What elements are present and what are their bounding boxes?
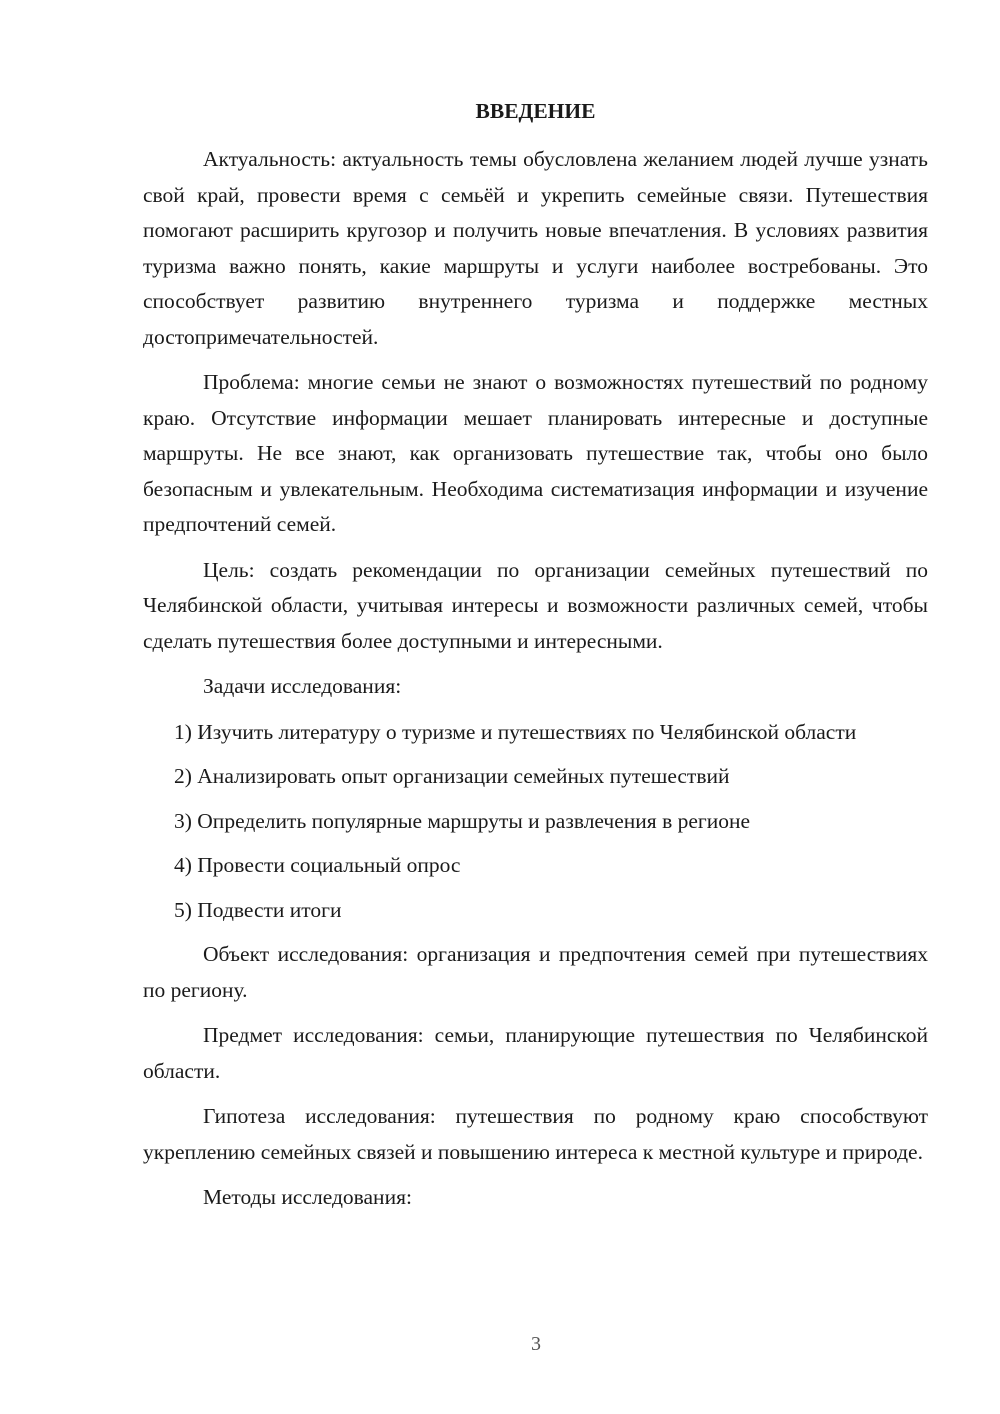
list-item: 2) Анализировать опыт организации семейных путешествий (174, 764, 730, 788)
list-item: 3) Определить популярные маршруты и развлечения в регионе (174, 808, 751, 833)
paragraph-hypothesis: Гипотеза исследования: путешествия по родному краю способствуют укреплению семейных связей и повышению интереса к местной культуре и природе. (143, 1104, 928, 1164)
page-number: 3 (531, 1333, 541, 1355)
page-title: ВВЕДЕНИЕ (475, 99, 596, 123)
list-item: 4) Провести социальный опрос (174, 853, 461, 877)
paragraph-subject: Предмет исследования: семьи, планирующие путешествия по Челябинской области. (143, 1023, 928, 1083)
paragraph-relevance: Актуальность: актуальность темы обусловлена желанием людей лучше узнать свой край, провести время с семьёй и укрепить семейные связи. Путешествия помогают расширить кругозор и получить новые впечатления. В условиях развития туризма важно понять, какие маршруты и услуги наиболее востребованы. Это способствует развитию внутреннего туризма и поддержке местных достопримечательностей. (143, 147, 928, 349)
methods-heading: Методы исследования: (203, 1185, 412, 1209)
tasks-heading: Задачи исследования: (203, 674, 402, 698)
document-page (143, 96, 928, 1226)
paragraph-problem: Проблема: многие семьи не знают о возможностях путешествий по родному краю. Отсутствие информации мешает планировать интересные и доступные маршруты. Не все знают, как организовать путешествие так, чтобы оно было безопасным и увлекательным. Необходима систематизация информации и изучение предпочтений семей. (143, 370, 928, 536)
list-item: 1) Изучить литературу о туризме и путешествиях по Челябинской области (174, 719, 857, 744)
list-item: 5) Подвести итоги (174, 897, 342, 922)
tasks-list (143, 715, 928, 929)
paragraph-goal: Цель: создать рекомендации по организации семейных путешествий по Челябинской области, учитывая интересы и возможности различных семей, чтобы сделать путешествия более доступными и интересными. (143, 557, 928, 653)
paragraph-object: Объект исследования: организация и предпочтения семей при путешествиях по региону. (143, 942, 928, 1002)
